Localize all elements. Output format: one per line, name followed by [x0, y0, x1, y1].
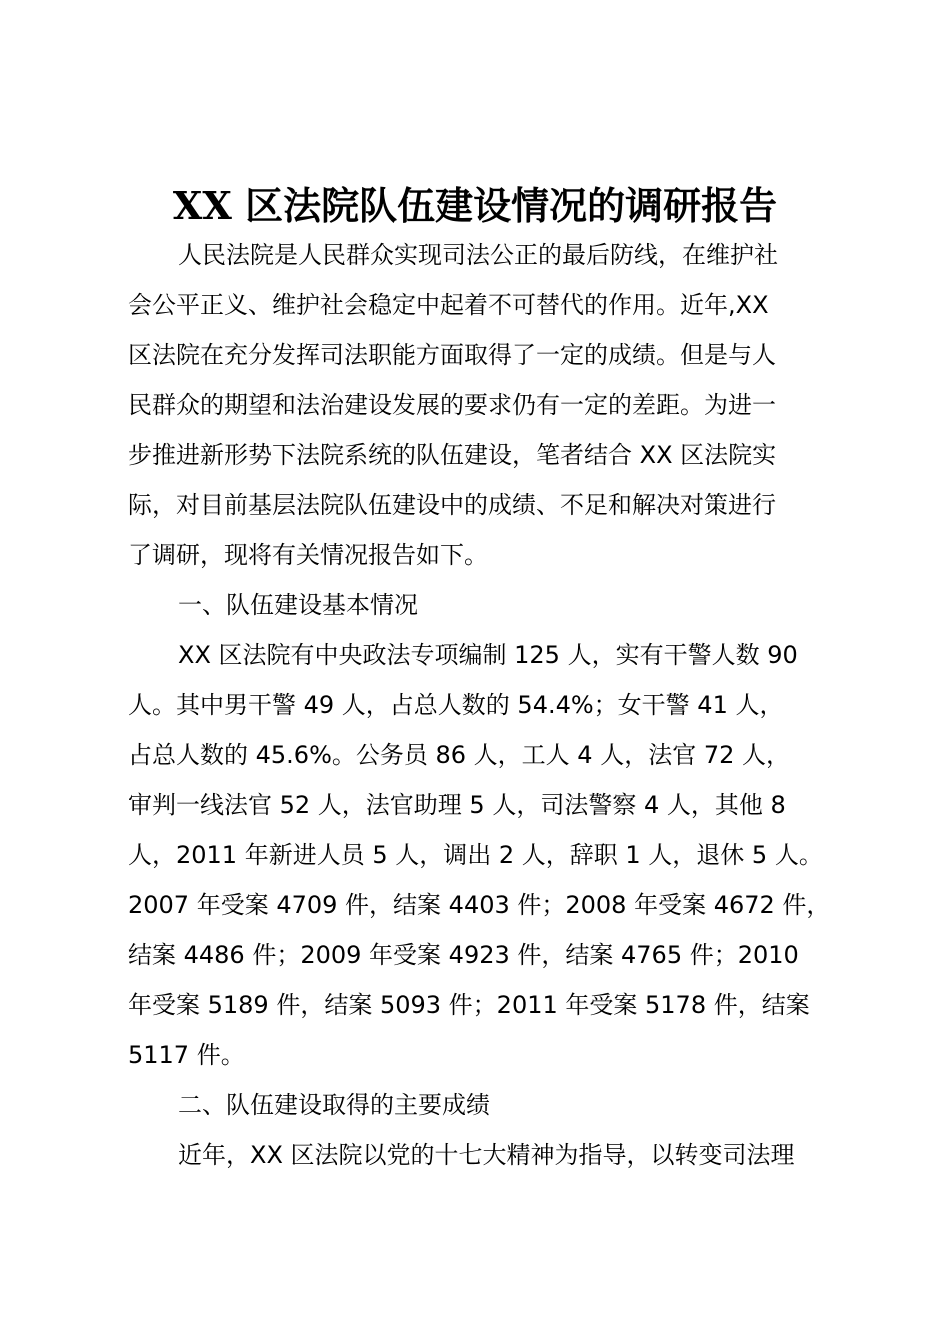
paragraph-line: 人。其中男干警 49 人，占总人数的 54.4%；女干警 41 人， [128, 691, 784, 719]
document-body [128, 230, 848, 1180]
paragraph-line: 人民法院是人民群众实现司法公正的最后防线，在维护社 [178, 241, 778, 269]
paragraph-line: 区法院在充分发挥司法职能方面取得了一定的成绩。但是与人 [128, 341, 776, 369]
paragraph-line: 5117 件。 [128, 1041, 245, 1069]
section-heading: 二、队伍建设取得的主要成绩 [178, 1091, 490, 1119]
paragraph-line: 会公平正义、维护社会稳定中起着不可替代的作用。近年,XX [128, 291, 769, 319]
paragraph-line: 2007 年受案 4709 件，结案 4403 件；2008 年受案 4672 件， [128, 891, 831, 919]
paragraph-line: XX 区法院有中央政法专项编制 125 人，实有干警人数 90 [178, 641, 798, 669]
paragraph-line: 民群众的期望和法治建设发展的要求仍有一定的差距。为进一 [128, 391, 776, 419]
paragraph-line: 步推进新形势下法院系统的队伍建设，笔者结合 XX 区法院实 [128, 441, 777, 469]
paragraph-line: 了调研，现将有关情况报告如下。 [128, 541, 488, 569]
paragraph-line: 审判一线法官 52 人，法官助理 5 人，司法警察 4 人，其他 8 [128, 791, 786, 819]
paragraph-line: 结案 4486 件；2009 年受案 4923 件，结案 4765 件；2010 [128, 941, 799, 969]
paragraph-line: 占总人数的 45.6%。公务员 86 人，工人 4 人，法官 72 人， [128, 741, 790, 769]
paragraph-line: 人，2011 年新进人员 5 人，调出 2 人，辞职 1 人，退休 5 人。 [128, 841, 823, 869]
section-heading: 一、队伍建设基本情况 [178, 591, 418, 619]
document-title: XX 区法院队伍建设情况的调研报告 [172, 183, 778, 228]
paragraph-line: 年受案 5189 件，结案 5093 件；2011 年受案 5178 件，结案 [128, 991, 810, 1019]
paragraph-line: 际，对目前基层法院队伍建设中的成绩、不足和解决对策进行 [128, 491, 776, 519]
paragraph-line: 近年，XX 区法院以党的十七大精神为指导，以转变司法理 [178, 1141, 795, 1169]
